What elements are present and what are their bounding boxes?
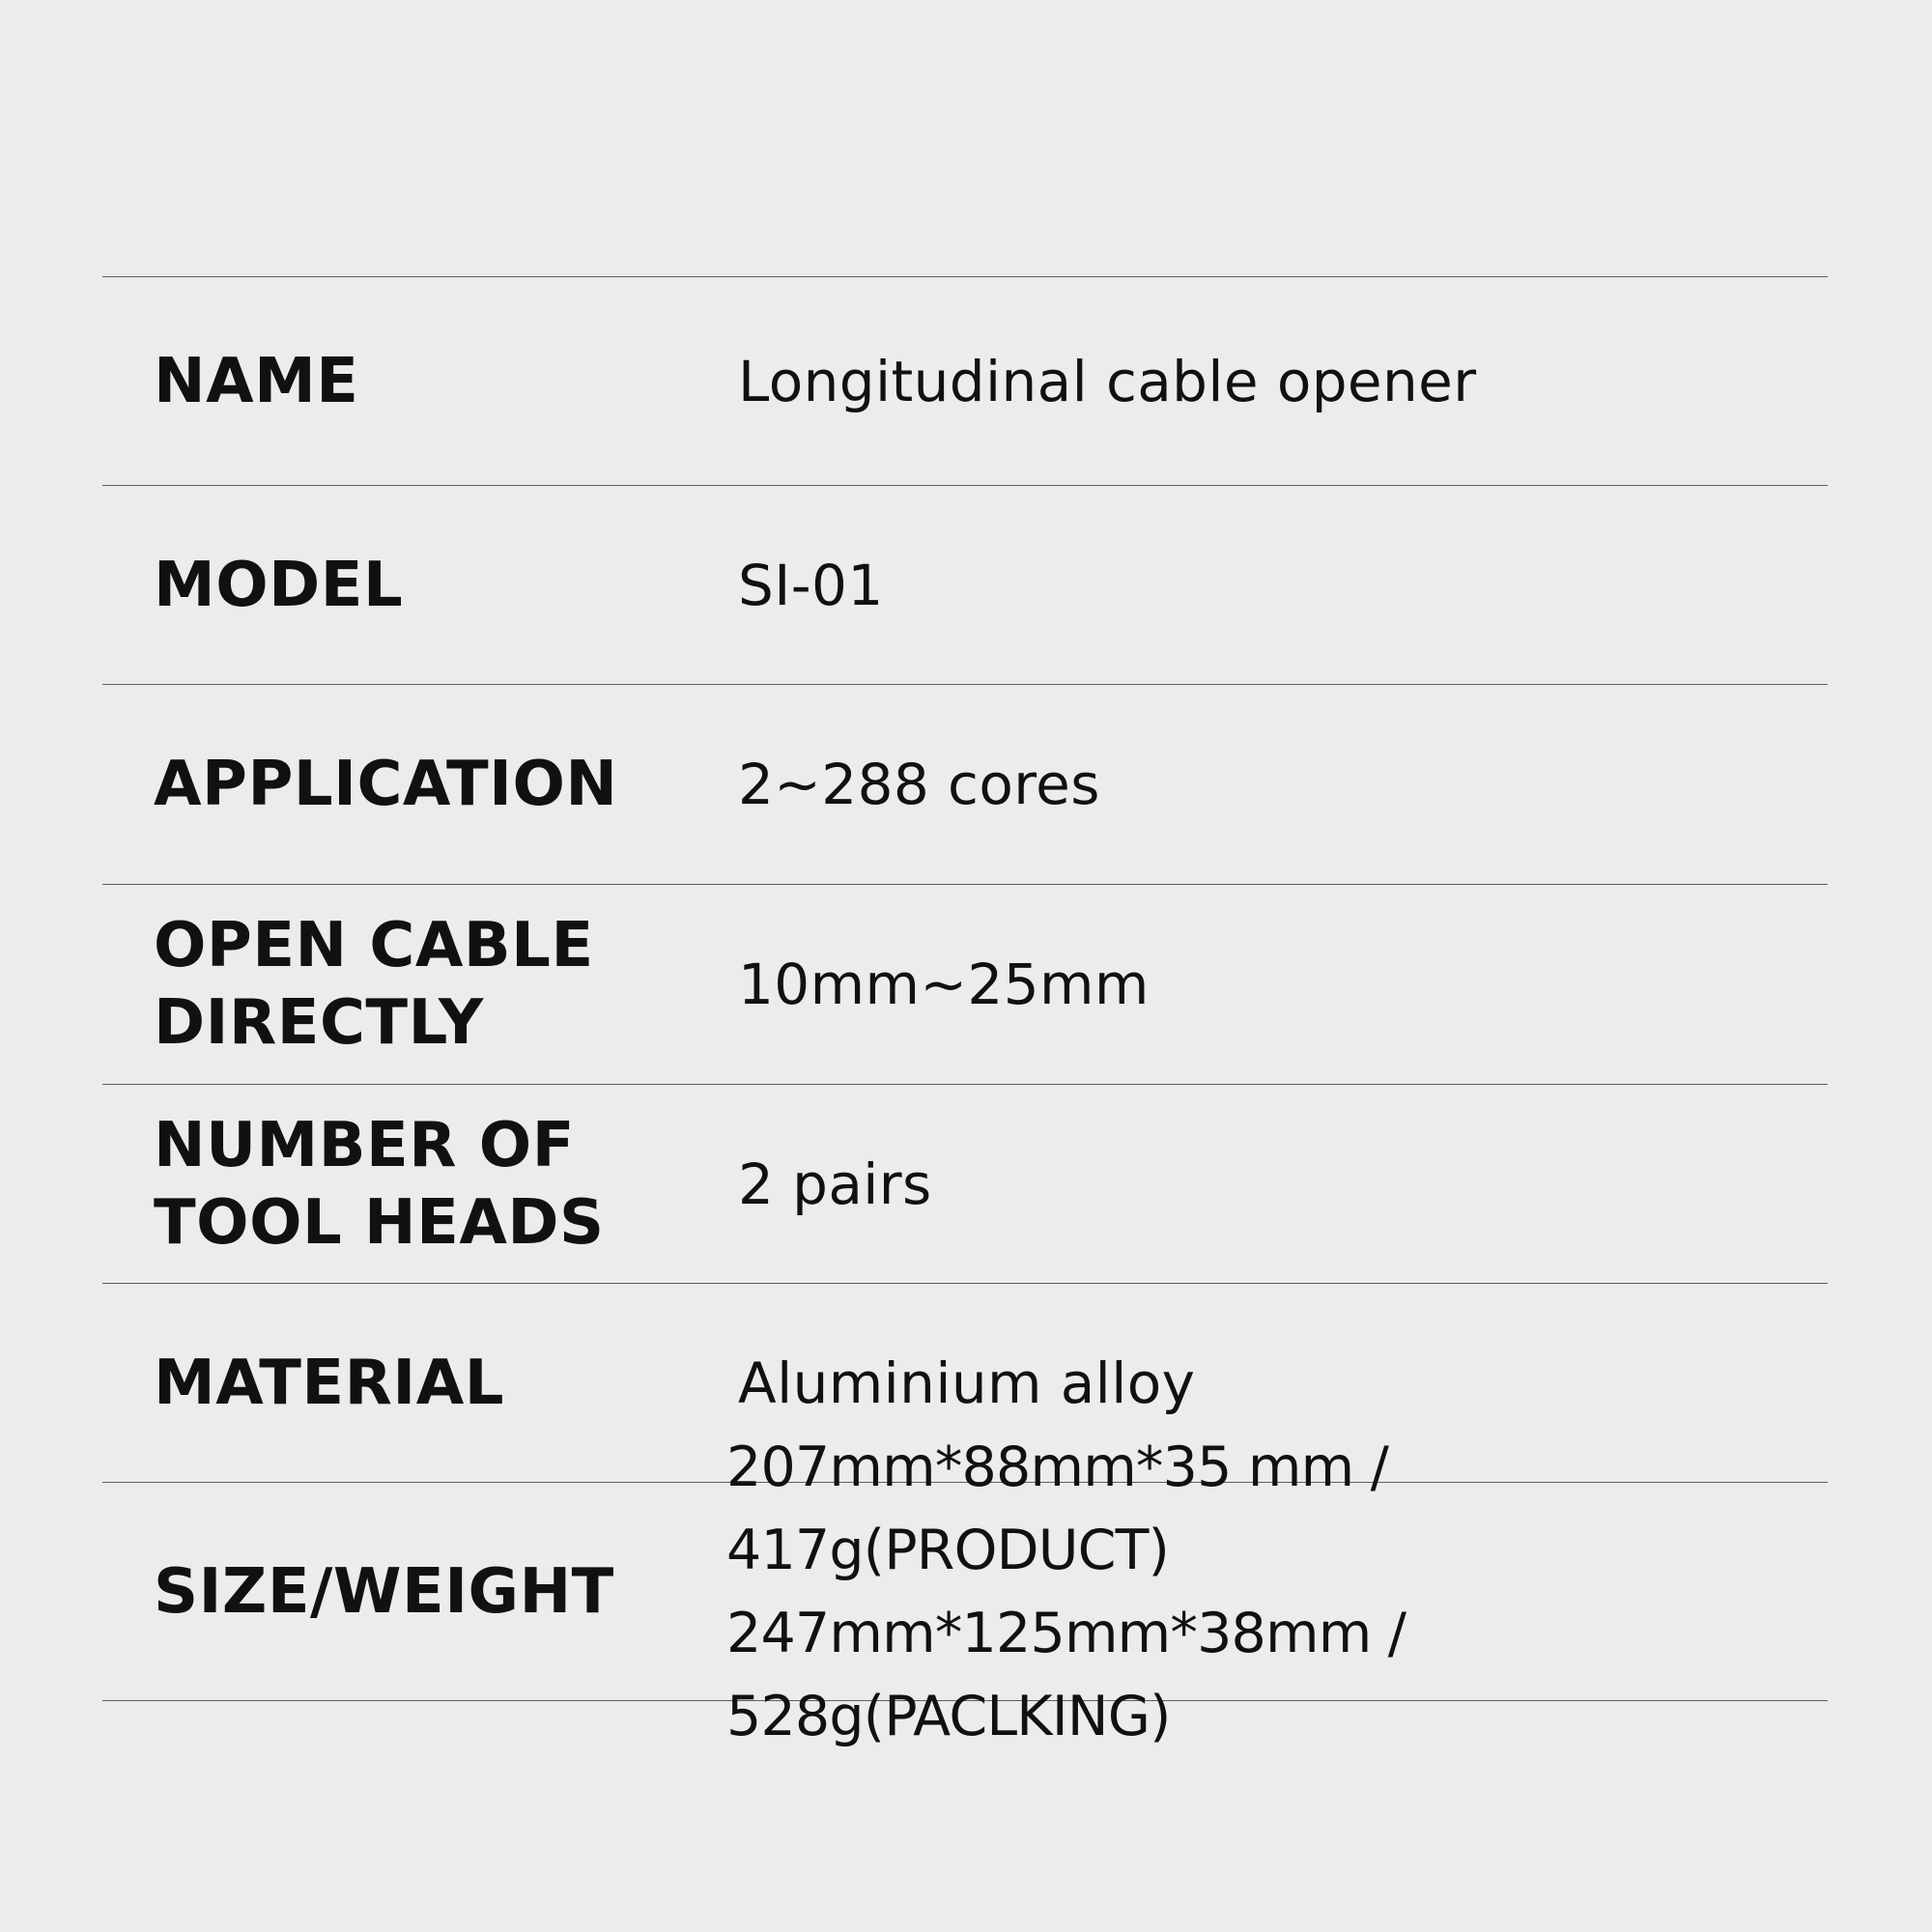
spec-label: MATERIAL [154,1347,505,1419]
spec-table [102,276,1828,1748]
spec-row-application [102,685,1828,885]
spec-value: 207mm*88mm*35 mm / 417g(PRODUCT) 247mm*125mm*38mm / 528g(PACLKING) [726,1435,1406,1748]
spec-value: SI-01 [738,552,884,618]
spec-row-size-weight [102,1435,1828,1748]
spec-label: APPLICATION [154,749,618,820]
spec-row-name [102,277,1828,486]
spec-label: OPEN CABLE DIRECTLY [154,910,594,1059]
spec-label: MODEL [154,549,404,621]
spec-row-model [102,486,1828,685]
spec-label: NUMBER OF TOOL HEADS [154,1109,605,1259]
spec-value: Aluminium alloy [738,1350,1196,1416]
spec-label: NAME [154,345,359,417]
spec-value: 10mm~25mm [738,952,1150,1017]
spec-row-open-cable-directly [102,885,1828,1085]
spec-label: SIZE/WEIGHT [154,1555,614,1628]
spec-value: Longitudinal cable opener [738,348,1477,414]
spec-value: 2 pairs [738,1151,932,1217]
spec-row-tool-heads [102,1085,1828,1284]
spec-value: 2~288 cores [738,752,1100,817]
